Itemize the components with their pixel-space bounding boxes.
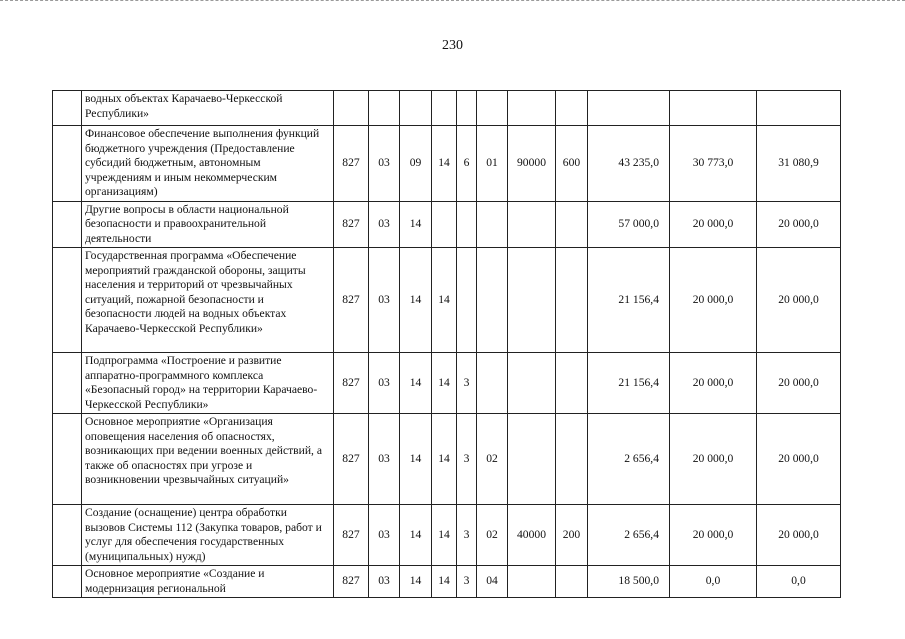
item-name-cell: Подпрограмма «Построение и развитие аппаратно-программного комплекса «Безопасный город» на территории Карачаево-Черкесской Республики» — [82, 353, 334, 414]
row-number-cell — [53, 91, 82, 126]
subsection-code-cell — [400, 91, 432, 126]
table-row — [53, 414, 841, 505]
amount-year3-cell — [757, 91, 841, 126]
amount-year2-cell: 20 000,0 — [670, 505, 757, 566]
item-name-cell: Финансовое обеспечение выполнения функций бюджетного учреждения (Предоставление субсидий бюджетным, автономным учреждениям и иным некоммерческим организациям) — [82, 126, 334, 202]
amount-year3-cell: 20 000,0 — [757, 248, 841, 353]
activity-code-cell — [477, 353, 508, 414]
subprogram-code-cell: 3 — [457, 414, 477, 505]
amount-year3-cell: 20 000,0 — [757, 505, 841, 566]
activity-code-cell — [477, 248, 508, 353]
subprogram-code-cell — [457, 248, 477, 353]
program-code-cell — [432, 91, 457, 126]
direction-code-cell: 90000 — [508, 126, 556, 202]
section-code-cell: 03 — [369, 353, 400, 414]
table-row — [53, 201, 841, 248]
amount-year2-cell: 20 000,0 — [670, 414, 757, 505]
subsection-code-cell: 09 — [400, 126, 432, 202]
direction-code-cell — [508, 353, 556, 414]
table-row — [53, 126, 841, 202]
subprogram-code-cell: 6 — [457, 126, 477, 202]
table-row — [53, 505, 841, 566]
table-row — [53, 248, 841, 353]
ministry-code-cell: 827 — [334, 248, 369, 353]
direction-code-cell — [508, 91, 556, 126]
amount-year1-cell: 21 156,4 — [588, 353, 670, 414]
budget-table — [52, 90, 841, 598]
subsection-code-cell: 14 — [400, 248, 432, 353]
item-name-cell: Основное мероприятие «Организация оповещения населения об опасностях, возникающих при ведении военных действий, а также об опасностях при угрозе и возникновении чрезвычайных ситуаций» — [82, 414, 334, 505]
item-name-cell: Основное мероприятие «Создание и модернизация региональной — [82, 566, 334, 598]
amount-year1-cell: 2 656,4 — [588, 414, 670, 505]
subprogram-code-cell — [457, 201, 477, 248]
section-code-cell — [369, 91, 400, 126]
program-code-cell — [432, 201, 457, 248]
page-number: 230 — [442, 38, 463, 53]
subsection-code-cell: 14 — [400, 414, 432, 505]
ministry-code-cell: 827 — [334, 201, 369, 248]
program-code-cell: 14 — [432, 126, 457, 202]
section-code-cell: 03 — [369, 126, 400, 202]
program-code-cell: 14 — [432, 248, 457, 353]
table-row — [53, 353, 841, 414]
budget-table-body — [53, 91, 841, 598]
amount-year3-cell: 20 000,0 — [757, 201, 841, 248]
amount-year3-cell: 31 080,9 — [757, 126, 841, 202]
direction-code-cell — [508, 248, 556, 353]
section-code-cell: 03 — [369, 505, 400, 566]
direction-code-cell: 40000 — [508, 505, 556, 566]
program-code-cell: 14 — [432, 566, 457, 598]
item-name-cell: водных объектах Карачаево-Черкесской Республики» — [82, 91, 334, 126]
expense-type-cell — [556, 353, 588, 414]
item-name-cell: Создание (оснащение) центра обработки вызовов Системы 112 (Закупка товаров, работ и услуг для обеспечения государственных (муниципальных) нужд) — [82, 505, 334, 566]
direction-code-cell — [508, 414, 556, 505]
row-number-cell — [53, 414, 82, 505]
subsection-code-cell: 14 — [400, 353, 432, 414]
amount-year2-cell: 20 000,0 — [670, 201, 757, 248]
direction-code-cell — [508, 201, 556, 248]
subprogram-code-cell: 3 — [457, 353, 477, 414]
activity-code-cell — [477, 201, 508, 248]
subprogram-code-cell: 3 — [457, 566, 477, 598]
program-code-cell: 14 — [432, 353, 457, 414]
ministry-code-cell: 827 — [334, 353, 369, 414]
expense-type-cell: 200 — [556, 505, 588, 566]
ministry-code-cell: 827 — [334, 126, 369, 202]
subsection-code-cell: 14 — [400, 566, 432, 598]
subsection-code-cell: 14 — [400, 201, 432, 248]
row-number-cell — [53, 353, 82, 414]
table-row — [53, 566, 841, 598]
amount-year2-cell: 0,0 — [670, 566, 757, 598]
expense-type-cell: 600 — [556, 126, 588, 202]
amount-year2-cell — [670, 91, 757, 126]
row-number-cell — [53, 201, 82, 248]
activity-code-cell: 02 — [477, 414, 508, 505]
item-name-cell: Другие вопросы в области национальной безопасности и правоохранительной деятельности — [82, 201, 334, 248]
activity-code-cell: 01 — [477, 126, 508, 202]
expense-type-cell — [556, 248, 588, 353]
activity-code-cell: 02 — [477, 505, 508, 566]
row-number-cell — [53, 505, 82, 566]
amount-year1-cell: 2 656,4 — [588, 505, 670, 566]
section-code-cell: 03 — [369, 566, 400, 598]
section-code-cell: 03 — [369, 248, 400, 353]
ministry-code-cell — [334, 91, 369, 126]
row-number-cell — [53, 126, 82, 202]
expense-type-cell — [556, 414, 588, 505]
scan-top-edge — [0, 0, 905, 3]
amount-year1-cell: 18 500,0 — [588, 566, 670, 598]
ministry-code-cell: 827 — [334, 505, 369, 566]
activity-code-cell: 04 — [477, 566, 508, 598]
section-code-cell: 03 — [369, 414, 400, 505]
activity-code-cell — [477, 91, 508, 126]
ministry-code-cell: 827 — [334, 414, 369, 505]
row-number-cell — [53, 566, 82, 598]
direction-code-cell — [508, 566, 556, 598]
section-code-cell: 03 — [369, 201, 400, 248]
program-code-cell: 14 — [432, 414, 457, 505]
amount-year1-cell — [588, 91, 670, 126]
program-code-cell: 14 — [432, 505, 457, 566]
amount-year3-cell: 0,0 — [757, 566, 841, 598]
subsection-code-cell: 14 — [400, 505, 432, 566]
amount-year2-cell: 20 000,0 — [670, 248, 757, 353]
expense-type-cell — [556, 91, 588, 126]
table-row — [53, 91, 841, 126]
row-number-cell — [53, 248, 82, 353]
subprogram-code-cell — [457, 91, 477, 126]
subprogram-code-cell: 3 — [457, 505, 477, 566]
amount-year1-cell: 43 235,0 — [588, 126, 670, 202]
expense-type-cell — [556, 201, 588, 248]
amount-year3-cell: 20 000,0 — [757, 414, 841, 505]
ministry-code-cell: 827 — [334, 566, 369, 598]
amount-year2-cell: 30 773,0 — [670, 126, 757, 202]
expense-type-cell — [556, 566, 588, 598]
amount-year3-cell: 20 000,0 — [757, 353, 841, 414]
amount-year2-cell: 20 000,0 — [670, 353, 757, 414]
amount-year1-cell: 57 000,0 — [588, 201, 670, 248]
amount-year1-cell: 21 156,4 — [588, 248, 670, 353]
item-name-cell: Государственная программа «Обеспечение мероприятий гражданской обороны, защиты населения и территорий от чрезвычайных ситуаций, пожарной безопасности и безопасности людей на водных объектах Карачаево-Черкесской Республики» — [82, 248, 334, 353]
